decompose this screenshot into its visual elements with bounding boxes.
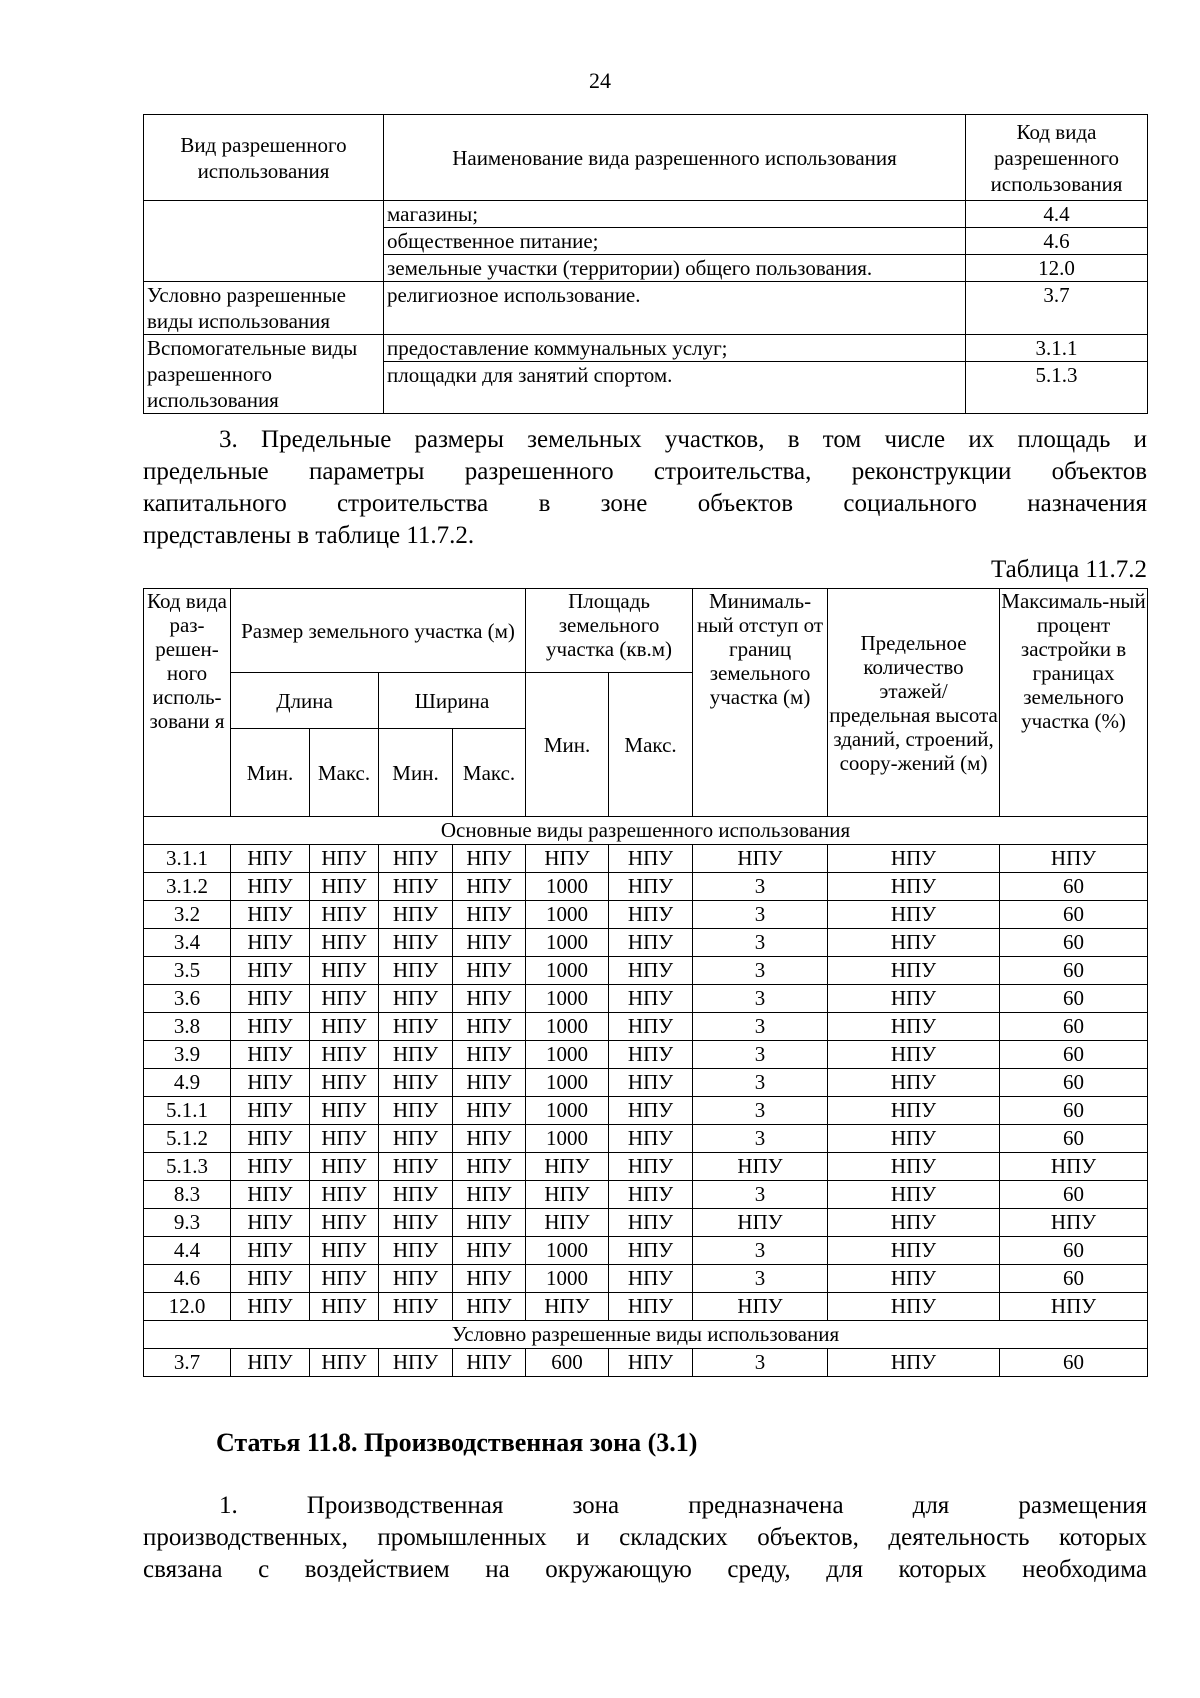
row-code-cell: 3.4 (144, 929, 231, 957)
uses-code-cell: 4.4 (966, 201, 1148, 228)
uses-table (143, 114, 1148, 414)
row-value-cell: 1000 (526, 901, 609, 929)
row-value-cell: НПУ (453, 1097, 526, 1125)
row-value-cell: НПУ (453, 1265, 526, 1293)
row-value-cell: 1000 (526, 1041, 609, 1069)
row-value-cell: НПУ (828, 1293, 1000, 1321)
row-code-cell: 4.9 (144, 1069, 231, 1097)
uses-name-cell: земельные участки (территории) общего пользования. (384, 255, 966, 282)
paragraph-3-line: капитального строительства в зоне объектов социального назначения (143, 490, 1147, 517)
row-code-cell: 8.3 (144, 1181, 231, 1209)
row-value-cell: НПУ (379, 873, 453, 901)
table-row (144, 335, 1148, 362)
table-row (144, 1181, 1148, 1209)
params-header-area-min: Мин. (526, 673, 609, 817)
row-value-cell: НПУ (231, 1013, 310, 1041)
row-value-cell: 1000 (526, 929, 609, 957)
section-conditional: Условно разрешенные виды использования (144, 1321, 1148, 1349)
row-value-cell: 3 (693, 985, 828, 1013)
article-heading: Статья 11.8. Производственная зона (3.1) (216, 1428, 698, 1457)
params-header-code: Код вида раз-решен-ного исполь-зовани я (144, 589, 231, 817)
row-code-cell: 4.4 (144, 1237, 231, 1265)
paragraph-1-line: производственных, промышленных и складских объектов, деятельность которых (143, 1524, 1147, 1551)
section-row (144, 1321, 1148, 1349)
row-code-cell: 5.1.1 (144, 1097, 231, 1125)
row-value-cell: 1000 (526, 1097, 609, 1125)
row-value-cell: 3 (693, 1349, 828, 1377)
row-value-cell: НПУ (310, 1237, 379, 1265)
row-value-cell: НПУ (453, 1349, 526, 1377)
row-value-cell: 3 (693, 1125, 828, 1153)
row-value-cell: НПУ (609, 1181, 693, 1209)
params-table (143, 588, 1148, 1377)
row-value-cell: 60 (1000, 1013, 1148, 1041)
row-value-cell: НПУ (453, 985, 526, 1013)
row-value-cell: НПУ (828, 1237, 1000, 1265)
row-value-cell: НПУ (828, 1265, 1000, 1293)
paragraph-1-line: 1. Производственная зона предназначена для размещения (219, 1492, 1147, 1519)
row-value-cell: НПУ (379, 1041, 453, 1069)
row-value-cell: 1000 (526, 1237, 609, 1265)
row-value-cell: НПУ (526, 1209, 609, 1237)
row-value-cell: НПУ (310, 1181, 379, 1209)
row-value-cell: 1000 (526, 985, 609, 1013)
uses-kind-cell: Условно разрешенные виды использования (144, 282, 384, 335)
row-value-cell: НПУ (379, 1349, 453, 1377)
uses-kind-cell (144, 201, 384, 282)
row-value-cell: НПУ (379, 985, 453, 1013)
uses-code-cell: 5.1.3 (966, 362, 1148, 414)
table-caption: Таблица 11.7.2 (991, 556, 1147, 583)
uses-code-cell: 3.1.1 (966, 335, 1148, 362)
row-value-cell: НПУ (231, 1125, 310, 1153)
row-value-cell: НПУ (693, 1293, 828, 1321)
row-value-cell: НПУ (609, 1349, 693, 1377)
row-value-cell: НПУ (310, 1013, 379, 1041)
row-value-cell: НПУ (693, 1209, 828, 1237)
row-value-cell: 600 (526, 1349, 609, 1377)
row-value-cell: НПУ (453, 1293, 526, 1321)
row-value-cell: НПУ (231, 1097, 310, 1125)
row-value-cell: НПУ (379, 1209, 453, 1237)
params-header-length-min: Мин. (231, 729, 310, 817)
row-value-cell: НПУ (453, 1181, 526, 1209)
row-value-cell: 60 (1000, 1265, 1148, 1293)
row-value-cell: НПУ (828, 873, 1000, 901)
uses-name-cell: магазины; (384, 201, 966, 228)
row-value-cell: 60 (1000, 1069, 1148, 1097)
table-row (144, 1349, 1148, 1377)
row-value-cell: НПУ (379, 1237, 453, 1265)
row-value-cell: НПУ (828, 1153, 1000, 1181)
params-header-plot-size: Размер земельного участка (м) (231, 589, 526, 673)
table-row (144, 1125, 1148, 1153)
params-header-area-max: Макс. (609, 673, 693, 817)
row-value-cell: НПУ (379, 1013, 453, 1041)
row-value-cell: 60 (1000, 1237, 1148, 1265)
row-code-cell: 4.6 (144, 1265, 231, 1293)
row-code-cell: 3.8 (144, 1013, 231, 1041)
uses-header-kind: Вид разрешенного использования (144, 115, 384, 201)
row-value-cell: НПУ (609, 929, 693, 957)
row-value-cell: НПУ (379, 1293, 453, 1321)
row-code-cell: 3.1.2 (144, 873, 231, 901)
table-row (144, 1237, 1148, 1265)
row-value-cell: 1000 (526, 1013, 609, 1041)
row-value-cell: НПУ (231, 985, 310, 1013)
row-value-cell: НПУ (453, 873, 526, 901)
paragraph-3-line: представлены в таблице 11.7.2. (143, 522, 475, 549)
table-row (144, 1097, 1148, 1125)
paragraph-3 (143, 424, 1147, 552)
row-value-cell: НПУ (310, 929, 379, 957)
row-value-cell: НПУ (609, 1013, 693, 1041)
uses-header-name: Наименование вида разрешенного использования (384, 115, 966, 201)
row-value-cell: НПУ (231, 1041, 310, 1069)
row-value-cell: НПУ (231, 1069, 310, 1097)
row-value-cell: НПУ (379, 1265, 453, 1293)
table-row (144, 957, 1148, 985)
row-value-cell: НПУ (453, 1069, 526, 1097)
row-value-cell: НПУ (828, 901, 1000, 929)
row-value-cell: НПУ (828, 929, 1000, 957)
table-row (144, 873, 1148, 901)
row-value-cell: НПУ (453, 957, 526, 985)
row-value-cell: НПУ (379, 845, 453, 873)
row-value-cell: НПУ (231, 1209, 310, 1237)
params-header-width: Ширина (379, 673, 526, 729)
row-value-cell: 3 (693, 1069, 828, 1097)
row-value-cell: НПУ (609, 1209, 693, 1237)
row-value-cell: 60 (1000, 1041, 1148, 1069)
params-header-width-min: Мин. (379, 729, 453, 817)
paragraph-3-line: 3. Предельные размеры земельных участков, в том числе их площадь и (219, 426, 1147, 453)
uses-code-cell: 3.7 (966, 282, 1148, 335)
row-value-cell: 60 (1000, 985, 1148, 1013)
row-value-cell: 3 (693, 1041, 828, 1069)
row-code-cell: 3.1.1 (144, 845, 231, 873)
row-value-cell: 3 (693, 873, 828, 901)
row-value-cell: НПУ (609, 845, 693, 873)
params-header-length-max: Макс. (310, 729, 379, 817)
row-value-cell: НПУ (453, 1237, 526, 1265)
row-value-cell: НПУ (379, 957, 453, 985)
row-value-cell: НПУ (453, 1041, 526, 1069)
row-value-cell: 3 (693, 957, 828, 985)
row-value-cell: НПУ (828, 1041, 1000, 1069)
params-header-min-offset: Минималь-ный отступ от границ земельного участка (м) (693, 589, 828, 817)
table-row (144, 901, 1148, 929)
uses-code-cell: 4.6 (966, 228, 1148, 255)
row-value-cell: НПУ (310, 985, 379, 1013)
section-main: Основные виды разрешенного использования (144, 817, 1148, 845)
row-value-cell: 3 (693, 1013, 828, 1041)
row-value-cell: НПУ (693, 1153, 828, 1181)
table-row (144, 845, 1148, 873)
row-value-cell: НПУ (609, 1125, 693, 1153)
row-value-cell: 1000 (526, 957, 609, 985)
row-value-cell: НПУ (526, 1293, 609, 1321)
row-value-cell: НПУ (828, 1181, 1000, 1209)
row-value-cell: НПУ (310, 1209, 379, 1237)
row-code-cell: 3.6 (144, 985, 231, 1013)
row-value-cell: НПУ (609, 1265, 693, 1293)
table-row (144, 201, 1148, 228)
params-header-width-max: Макс. (453, 729, 526, 817)
row-value-cell: НПУ (828, 985, 1000, 1013)
uses-kind-cell: Вспомогательные виды разрешенного использования (144, 335, 384, 414)
table-row (144, 1293, 1148, 1321)
uses-name-cell: религиозное использование. (384, 282, 966, 335)
row-value-cell: НПУ (828, 957, 1000, 985)
row-value-cell: 3 (693, 929, 828, 957)
row-value-cell: НПУ (379, 1153, 453, 1181)
row-code-cell: 9.3 (144, 1209, 231, 1237)
row-value-cell: НПУ (609, 1097, 693, 1125)
row-code-cell: 3.7 (144, 1349, 231, 1377)
row-value-cell: НПУ (609, 1153, 693, 1181)
section-row (144, 817, 1148, 845)
row-value-cell: НПУ (1000, 845, 1148, 873)
params-header-length: Длина (231, 673, 379, 729)
row-value-cell: НПУ (609, 1069, 693, 1097)
row-value-cell: НПУ (379, 901, 453, 929)
row-value-cell: НПУ (310, 873, 379, 901)
table-row (144, 1153, 1148, 1181)
uses-header-code: Код вида разрешенного использования (966, 115, 1148, 201)
row-value-cell: 1000 (526, 873, 609, 901)
row-value-cell: 60 (1000, 1181, 1148, 1209)
row-value-cell: НПУ (231, 1265, 310, 1293)
row-value-cell: НПУ (453, 1153, 526, 1181)
table-row (144, 1069, 1148, 1097)
row-value-cell: 60 (1000, 1349, 1148, 1377)
row-value-cell: НПУ (828, 1349, 1000, 1377)
row-value-cell: НПУ (231, 873, 310, 901)
paragraph-3-line: предельные параметры разрешенного строительства, реконструкции объектов (143, 458, 1147, 485)
row-value-cell: НПУ (828, 1097, 1000, 1125)
table-row (144, 1209, 1148, 1237)
row-value-cell: НПУ (526, 1181, 609, 1209)
row-value-cell: НПУ (609, 873, 693, 901)
row-value-cell: 60 (1000, 929, 1148, 957)
row-value-cell: 1000 (526, 1125, 609, 1153)
row-value-cell: НПУ (310, 1069, 379, 1097)
uses-code-cell: 12.0 (966, 255, 1148, 282)
page-number: 24 (589, 68, 611, 93)
row-value-cell: 3 (693, 1181, 828, 1209)
row-value-cell: 60 (1000, 901, 1148, 929)
row-value-cell: НПУ (231, 957, 310, 985)
params-header-area: Площадь земельного участка (кв.м) (526, 589, 693, 673)
row-value-cell: НПУ (609, 1041, 693, 1069)
row-value-cell: НПУ (310, 1041, 379, 1069)
row-value-cell: НПУ (231, 1349, 310, 1377)
params-header-floors: Предельное количество этажей/ предельная высота зданий, строений, соору-жений (м) (828, 589, 1000, 817)
row-value-cell: 1000 (526, 1069, 609, 1097)
row-value-cell: НПУ (310, 1349, 379, 1377)
row-value-cell: 60 (1000, 957, 1148, 985)
row-value-cell: НПУ (231, 929, 310, 957)
row-value-cell: НПУ (231, 1237, 310, 1265)
paragraph-1-line: связана с воздействием на окружающую среду, для которых необходима (143, 1556, 1147, 1583)
row-value-cell: НПУ (526, 1153, 609, 1181)
row-value-cell: НПУ (453, 929, 526, 957)
row-value-cell: 3 (693, 901, 828, 929)
row-value-cell: НПУ (231, 1293, 310, 1321)
row-value-cell: НПУ (526, 845, 609, 873)
row-value-cell: 3 (693, 1265, 828, 1293)
row-value-cell: НПУ (379, 1125, 453, 1153)
row-value-cell: НПУ (609, 957, 693, 985)
uses-name-cell: площадки для занятий спортом. (384, 362, 966, 414)
row-code-cell: 12.0 (144, 1293, 231, 1321)
row-value-cell: НПУ (1000, 1293, 1148, 1321)
row-value-cell: 3 (693, 1097, 828, 1125)
row-value-cell: НПУ (310, 1097, 379, 1125)
row-value-cell: НПУ (453, 901, 526, 929)
paragraph-1 (143, 1490, 1147, 1586)
row-code-cell: 3.9 (144, 1041, 231, 1069)
row-value-cell: НПУ (828, 1069, 1000, 1097)
row-value-cell: НПУ (379, 1069, 453, 1097)
params-header-max-percent: Максималь-ный процент застройки в границах земельного участка (%) (1000, 589, 1148, 817)
uses-name-cell: общественное питание; (384, 228, 966, 255)
uses-name-cell: предоставление коммунальных услуг; (384, 335, 966, 362)
table-row (144, 985, 1148, 1013)
table-row (144, 282, 1148, 335)
row-value-cell: НПУ (310, 1293, 379, 1321)
row-value-cell: НПУ (609, 985, 693, 1013)
row-value-cell: НПУ (379, 1181, 453, 1209)
row-value-cell: НПУ (231, 1153, 310, 1181)
row-value-cell: НПУ (231, 901, 310, 929)
row-value-cell: 3 (693, 1237, 828, 1265)
row-code-cell: 5.1.2 (144, 1125, 231, 1153)
row-value-cell: НПУ (828, 1013, 1000, 1041)
row-value-cell: НПУ (310, 1265, 379, 1293)
row-value-cell: НПУ (828, 1125, 1000, 1153)
row-value-cell: НПУ (310, 901, 379, 929)
row-value-cell: 60 (1000, 1097, 1148, 1125)
row-value-cell: НПУ (453, 1125, 526, 1153)
row-value-cell: 60 (1000, 1125, 1148, 1153)
row-value-cell: НПУ (453, 845, 526, 873)
row-value-cell: НПУ (310, 1125, 379, 1153)
row-value-cell: НПУ (453, 1209, 526, 1237)
row-value-cell: НПУ (609, 1293, 693, 1321)
row-value-cell: НПУ (453, 1013, 526, 1041)
row-code-cell: 3.2 (144, 901, 231, 929)
row-value-cell: НПУ (609, 1237, 693, 1265)
row-code-cell: 3.5 (144, 957, 231, 985)
table-row (144, 1265, 1148, 1293)
row-value-cell: НПУ (693, 845, 828, 873)
table-row (144, 1041, 1148, 1069)
row-value-cell: НПУ (310, 1153, 379, 1181)
row-value-cell: НПУ (1000, 1209, 1148, 1237)
table-row (144, 929, 1148, 957)
row-value-cell: НПУ (828, 845, 1000, 873)
row-value-cell: НПУ (609, 901, 693, 929)
row-value-cell: НПУ (379, 929, 453, 957)
row-value-cell: НПУ (231, 1181, 310, 1209)
table-row (144, 1013, 1148, 1041)
row-code-cell: 5.1.3 (144, 1153, 231, 1181)
row-value-cell: 1000 (526, 1265, 609, 1293)
row-value-cell: НПУ (310, 845, 379, 873)
row-value-cell: НПУ (231, 845, 310, 873)
row-value-cell: НПУ (828, 1209, 1000, 1237)
row-value-cell: 60 (1000, 873, 1148, 901)
row-value-cell: НПУ (310, 957, 379, 985)
row-value-cell: НПУ (379, 1097, 453, 1125)
row-value-cell: НПУ (1000, 1153, 1148, 1181)
